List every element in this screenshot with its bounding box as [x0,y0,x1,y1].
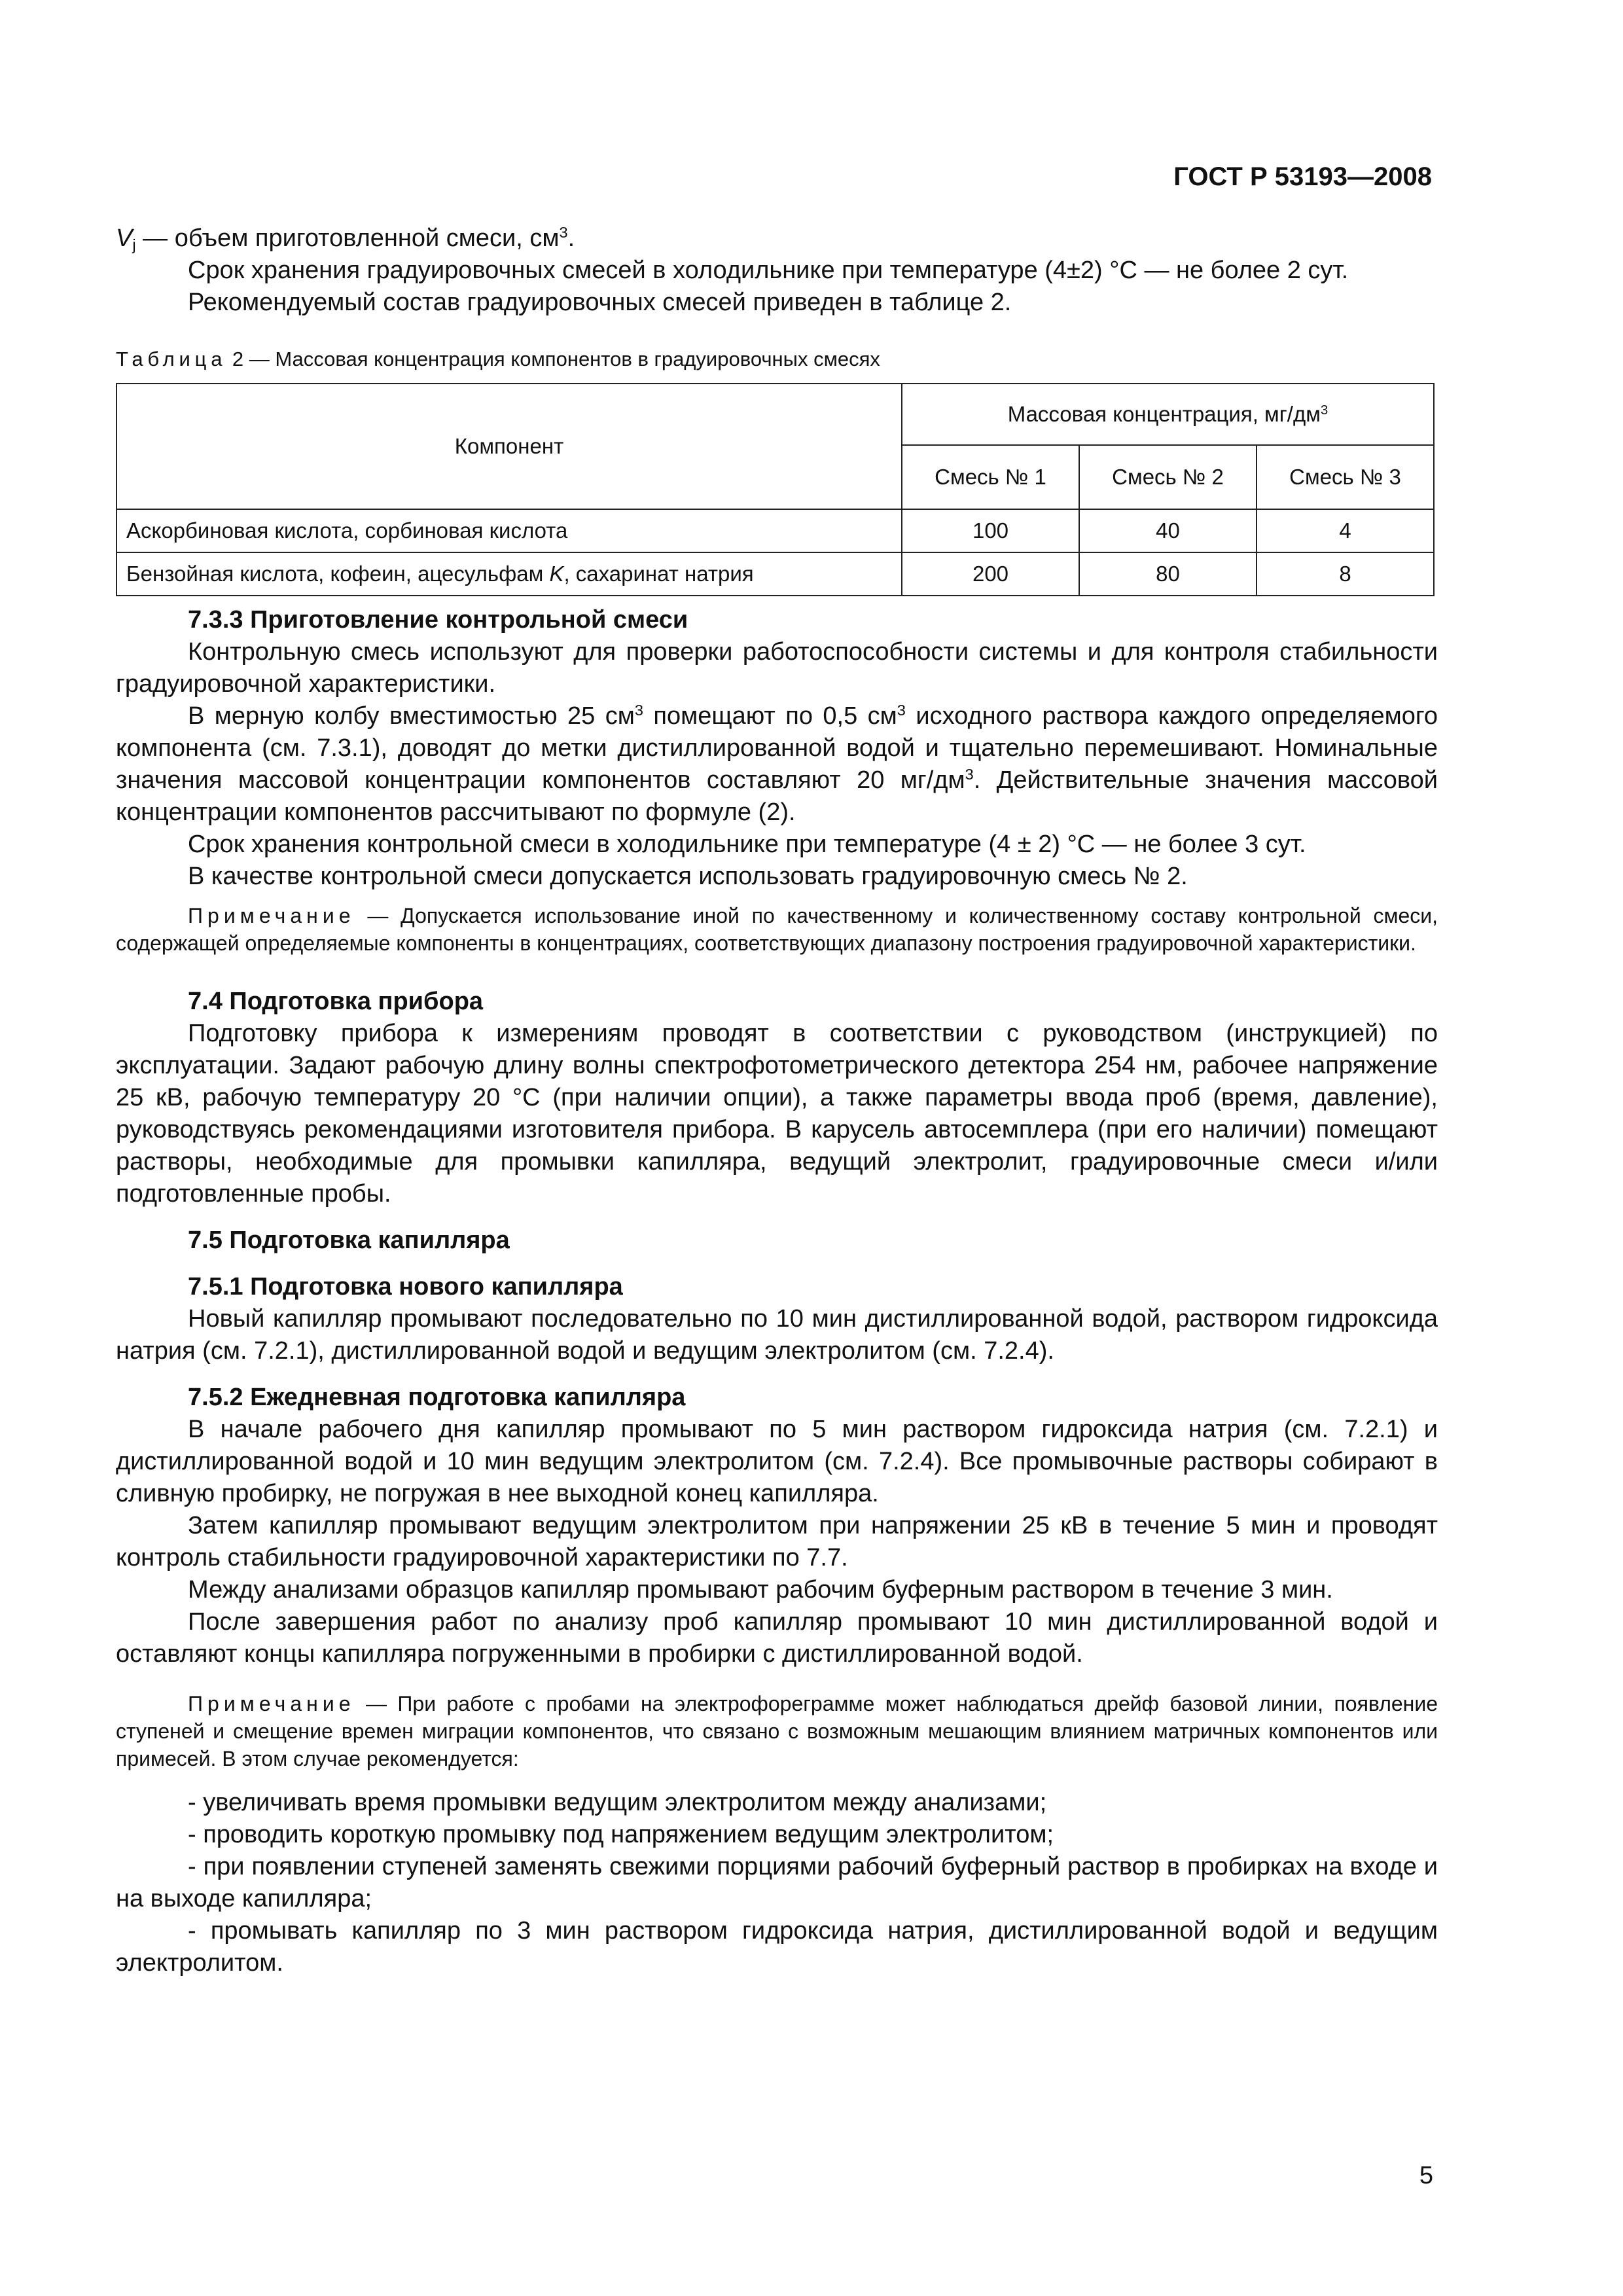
header-concentration [902,384,1434,445]
header-component: Компонент [116,384,902,509]
heading-7-4: 7.4 Подготовка прибора [188,988,484,1015]
variable-text: — объем приготовленной смеси, см [135,224,560,252]
note [116,902,1438,957]
superscript: 3 [634,702,643,719]
list-item: - промывать капилляр по 3 мин раствором гидроксида натрия, дистиллированной водой и ведущим электролитом. [116,1917,1438,1977]
row-name-part: Бензойная кислота, кофеин, ацесульфам [126,562,550,586]
paragraph: После завершения работ по анализу проб капилляр промывают 10 мин дистиллированной водой и оставляют концы капилляра погруженными в пробирки с дистиллированной водой. [116,1608,1438,1668]
paragraph [116,700,1438,829]
list-item: - проводить короткую промывку под напряжением ведущим электролитом; [188,1821,1054,1848]
header-concentration-sup: 3 [1320,402,1329,418]
header-mix-1: Смесь № 1 [902,445,1079,509]
row-value-mix-2: 40 [1079,509,1257,552]
note [116,1690,1438,1772]
heading-7-5-2: 7.5.2 Ежедневная подготовка капилляра [188,1384,686,1411]
table-caption-text: 2 — Массовая концентрация компонентов в градуировочных смесях [226,348,880,370]
paragraph: Подготовку прибора к измерениям проводят в соответствии с руководством (инструкцией) по эксплуатации. Задают рабочую длину волны спектрофотометрического детектора 254 нм, рабочее напряжение 25 кВ, рабочую температуру 20 °С (при наличии опции), а также параметры ввода проб (время, давление), руководствуясь рекомендациями изготовителя прибора. В карусель автосемплера (при его наличии) помещают растворы, необходимые для промывки капилляра, ведущий электролит, градуировочные смеси и/или подготовленные пробы. [116,1020,1438,1208]
superscript: 3 [965,766,974,783]
table-row [116,552,1434,596]
variable-symbol: V [116,224,133,252]
paragraph: Срок хранения контрольной смеси в холодильнике при температуре (4 ± 2) °С — не более 3 сут. [188,831,1306,858]
header-concentration-text: Массовая концентрация, мг/дм [1007,402,1321,426]
row-component-name [116,552,902,596]
note-text: — При работе с пробами на электрофореграмме может наблюдаться дрейф базовой линии, появление ступеней и смещение времен миграции компонентов, что связано с возможным мешающим влиянием матричных компонентов или примесей. В этом случае рекомендуется: [116,1692,1438,1770]
concentration-table [116,383,1435,596]
heading-7-5-1: 7.5.1 Подготовка нового капилляра [188,1273,623,1300]
header-mix-3: Смесь № 3 [1257,445,1434,509]
table-caption-label: Таблица [116,348,227,370]
header-mix-2: Смесь № 2 [1079,445,1257,509]
row-component-name: Аскорбиновая кислота, сорбиновая кислота [116,509,902,552]
row-value-mix-1: 200 [902,552,1079,596]
text-run: В мерную колбу вместимостью 25 см [188,702,635,730]
list-item: - увеличивать время промывки ведущим электролитом между анализами; [188,1789,1047,1816]
paragraph: В качестве контрольной смеси допускается использовать градуировочную смесь № 2. [188,863,1188,890]
storage-paragraph: Срок хранения градуировочных смесей в холодильнике при температуре (4±2) °С — не более 2 сут. [188,257,1349,284]
text-run: исходного раствора каждого определяемого компонента (см. 7.3.1), доводят до метки дистиллированной водой и тщательно перемешивают. Номинальные значения массовой концентрации компонентов составляют 20 мг/дм [116,702,1438,794]
superscript: 3 [897,702,906,719]
table-row [116,509,1434,552]
paragraph: Новый капилляр промывают последовательно по 10 мин дистиллированной водой, раствором гидроксида натрия (см. 7.2.1), дистиллированной водой и ведущим электролитом (см. 7.2.4). [116,1305,1438,1365]
row-value-mix-3: 4 [1257,509,1434,552]
paragraph: Между анализами образцов капилляр промывают рабочим буферным раствором в течение 3 мин. [188,1576,1333,1604]
paragraph: Контрольную смесь используют для проверки работоспособности системы и для контроля стабильности градуировочной характеристики. [116,638,1438,698]
unit-superscript: 3 [559,224,568,242]
paragraph: Затем капилляр промывают ведущим электролитом при напряжении 25 кВ в течение 5 мин и проводят контроль стабильности градуировочной характеристики по 7.7. [116,1512,1438,1571]
row-value-mix-2: 80 [1079,552,1257,596]
page-content [116,223,1438,1979]
table-caption [116,346,1438,372]
list-item: - при появлении ступеней заменять свежими порциями рабочий буферный раствор в пробирках на входе и на выходе капилляра; [116,1853,1438,1912]
note-text: — Допускается использование иной по качественному и количественному составу контрольной смеси, содержащей определяемые компоненты в концентрациях, соответствующих диапазону построения градуировочной характеристики. [116,904,1438,955]
row-name-part: , сахаринат натрия [563,562,754,586]
paragraph: В начале рабочего дня капилляр промывают по 5 мин раствором гидроксида натрия (см. 7.2.1) и дистиллированной водой и 10 мин ведущим электролитом (см. 7.2.4). Все промывочные растворы собирают в сливную пробирку, не погружая в нее выходной конец капилляра. [116,1416,1438,1507]
heading-7-5: 7.5 Подготовка капилляра [188,1227,510,1254]
row-value-mix-3: 8 [1257,552,1434,596]
heading-7-3-3: 7.3.3 Приготовление контрольной смеси [188,606,688,634]
variable-definition [116,223,1438,255]
row-value-mix-1: 100 [902,509,1079,552]
note-label: Примечание [188,1692,355,1715]
recommended-paragraph: Рекомендуемый состав градуировочных смесей приведен в таблице 2. [188,289,1012,316]
variable-subscript: j [132,236,136,253]
text-run: . Действительные значения массовой концентрации компонентов рассчитывают по формуле (2). [116,766,1438,826]
document-id-header: ГОСТ Р 53193—2008 [1173,162,1432,191]
variable-end: . [567,224,575,252]
text-run: помещают по 0,5 см [643,702,897,730]
page-number: 5 [1419,2162,1433,2189]
note-label: Примечание [188,904,355,927]
row-name-italic: K [549,562,564,586]
